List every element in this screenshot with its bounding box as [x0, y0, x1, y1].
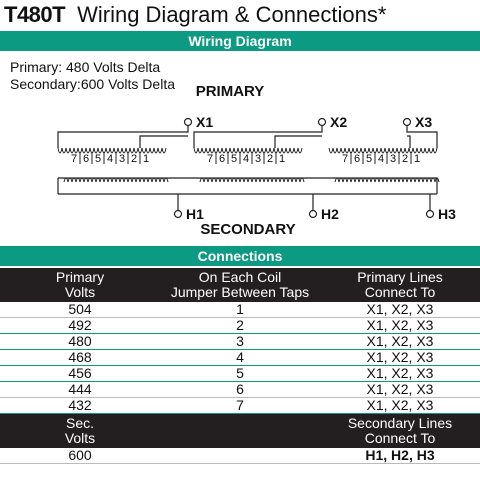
cell-lines: X1, X2, X3	[320, 398, 480, 414]
terminal-x3-icon	[404, 119, 411, 126]
terminal-h3-icon	[427, 211, 434, 218]
cell-volts: 444	[0, 382, 160, 398]
table-row	[0, 334, 480, 350]
tap-label: 2	[266, 153, 274, 165]
cell-lines: X1, X2, X3	[320, 318, 480, 334]
wiring-schematic	[0, 32, 480, 244]
model-number: T480T	[4, 2, 66, 27]
cell-tap: 1	[160, 302, 320, 318]
table-row	[0, 382, 480, 398]
table-row	[0, 302, 480, 318]
cell-lines: H1, H2, H3	[320, 448, 480, 464]
tap-label: 6	[218, 153, 226, 165]
secondary-spec: Secondary:600 Volts Delta	[10, 76, 175, 92]
tap-label: 7	[70, 153, 78, 165]
terminal-x3-label: X3	[415, 114, 433, 130]
tap-label: 1	[278, 153, 286, 165]
cell-empty	[160, 448, 320, 464]
tap-label: 4	[377, 153, 385, 165]
page-title	[4, 2, 386, 28]
tap-label: 7	[341, 153, 349, 165]
secondary-coil-2	[200, 178, 304, 182]
secondary-windings	[64, 178, 439, 182]
cell-volts: 600	[0, 448, 160, 464]
tap-label: 3	[118, 153, 126, 165]
tap-label: 4	[242, 153, 250, 165]
secondary-coil-1	[64, 178, 168, 182]
tap-label: 3	[389, 153, 397, 165]
cell-tap: 5	[160, 366, 320, 382]
cell-tap: 3	[160, 334, 320, 350]
tap-label: 2	[401, 153, 409, 165]
primary-spec: Primary: 480 Volts Delta	[10, 59, 161, 75]
header-jumper: On Each Coil Jumper Between Taps	[160, 268, 320, 302]
cell-lines: X1, X2, X3	[320, 366, 480, 382]
tap-label: 3	[254, 153, 262, 165]
tap-label: 6	[82, 153, 90, 165]
cell-tap: 2	[160, 318, 320, 334]
primary-label: PRIMARY	[195, 83, 265, 100]
tap-label: 1	[413, 153, 421, 165]
tap-label: 6	[353, 153, 361, 165]
cell-volts: 456	[0, 366, 160, 382]
terminal-h2-label: H2	[321, 206, 339, 222]
terminal-x1-label: X1	[196, 114, 214, 130]
secondary-header-row	[0, 414, 480, 449]
secondary-coil-3	[335, 178, 439, 182]
tap-labels	[71, 152, 420, 165]
wiring-diagram-bar: Wiring Diagram	[0, 31, 480, 51]
tap-label: 5	[94, 153, 102, 165]
header-secondary-lines: Secondary Lines Connect To	[320, 414, 480, 449]
cell-tap: 7	[160, 398, 320, 414]
cell-tap: 6	[160, 382, 320, 398]
cell-volts: 480	[0, 334, 160, 350]
terminal-h2-icon	[310, 211, 317, 218]
tap-label: 7	[206, 153, 214, 165]
cell-lines: X1, X2, X3	[320, 302, 480, 318]
tap-label: 2	[130, 153, 138, 165]
connections-table	[0, 268, 480, 464]
header-sec-empty	[160, 414, 320, 449]
header-sec-volts: Sec. Volts	[0, 414, 160, 449]
secondary-label: SECONDARY	[200, 221, 296, 238]
schematic-lines	[58, 126, 437, 210]
header-primary-lines: Primary Lines Connect To	[320, 268, 480, 302]
tap-label: 5	[365, 153, 373, 165]
tap-label: 5	[230, 153, 238, 165]
cell-volts: 504	[0, 302, 160, 318]
terminal-x2-icon	[319, 119, 326, 126]
primary-header-row	[0, 268, 480, 302]
cell-lines: X1, X2, X3	[320, 350, 480, 366]
table-row	[0, 318, 480, 334]
header-primary-volts: Primary Volts	[0, 268, 160, 302]
terminal-x2-label: X2	[330, 114, 348, 130]
cell-volts: 432	[0, 398, 160, 414]
title-text: Wiring Diagram & Connections*	[77, 2, 387, 27]
terminal-x1-icon	[185, 119, 192, 126]
table-row	[0, 448, 480, 464]
cell-tap: 4	[160, 350, 320, 366]
cell-volts: 468	[0, 350, 160, 366]
cell-lines: X1, X2, X3	[320, 382, 480, 398]
table-row	[0, 350, 480, 366]
connections-bar: Connections	[0, 246, 480, 266]
tap-label: 4	[106, 153, 114, 165]
cell-lines: X1, X2, X3	[320, 334, 480, 350]
table-row	[0, 398, 480, 414]
terminal-h1-label: H1	[186, 206, 204, 222]
cell-volts: 492	[0, 318, 160, 334]
table-row	[0, 366, 480, 382]
tap-label: 1	[142, 153, 150, 165]
terminal-h1-icon	[175, 211, 182, 218]
terminal-h3-label: H3	[438, 206, 456, 222]
